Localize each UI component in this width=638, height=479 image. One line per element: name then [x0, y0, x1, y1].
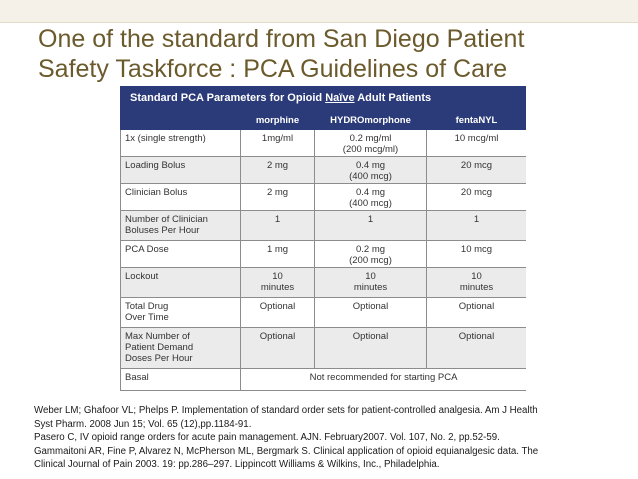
cell-hydromorphone: 0.4 mg (400 mcg) — [315, 157, 427, 184]
table-row — [121, 298, 527, 328]
table-row — [121, 268, 527, 298]
table-row — [121, 184, 527, 211]
cell-hydromorphone: Optional — [315, 328, 427, 369]
reference-line: Weber LM; Ghafoor VL; Phelps P. Implementation of standard order sets for patient-controlled analgesia. Am J Health — [34, 405, 538, 416]
pca-parameters-table — [120, 110, 526, 391]
basal-note: Not recommended for starting PCA — [241, 369, 527, 391]
cell-fentanyl: 20 mcg — [427, 184, 527, 211]
cell-hydromorphone: Optional — [315, 298, 427, 328]
header-morphine: morphine — [241, 111, 315, 130]
table-row — [121, 241, 527, 268]
table-row-basal — [121, 369, 527, 391]
row-label: PCA Dose — [121, 241, 241, 268]
cell-fentanyl: 1 — [427, 211, 527, 241]
table-caption-prefix: Standard PCA Parameters for Opioid — [130, 92, 326, 104]
reference-line: Pasero C, IV opioid range orders for acute pain management. AJN. February2007. Vol. 107, No. 2, pp.52-59. — [34, 432, 500, 444]
cell-hydromorphone: 1 — [315, 211, 427, 241]
slide-title-line-2: Safety Taskforce : PCA Guidelines of Care — [38, 55, 508, 83]
cell-morphine: Optional — [241, 328, 315, 369]
row-label: Lockout — [121, 268, 241, 298]
table-caption — [120, 86, 526, 110]
header-fentanyl: fentaNYL — [427, 111, 527, 130]
header-hydromorphone: HYDROmorphone — [315, 111, 427, 130]
row-label: Clinician Bolus — [121, 184, 241, 211]
cell-fentanyl: Optional — [427, 328, 527, 369]
row-label: Number of Clinician Boluses Per Hour — [121, 211, 241, 241]
cell-hydromorphone: 0.2 mg (200 mcg) — [315, 241, 427, 268]
reference-line: Clinical Journal of Pain 2003. 19: pp.286–297. Lippincott Williams & Wilkins, Inc., Philadelphia. — [34, 459, 440, 471]
table-row — [121, 157, 527, 184]
cell-morphine: Optional — [241, 298, 315, 328]
header-blank — [121, 111, 241, 130]
top-band — [0, 0, 638, 23]
table-row — [121, 130, 527, 157]
slide-title-line-1: One of the standard from San Diego Patient — [38, 25, 525, 53]
cell-morphine: 10 minutes — [241, 268, 315, 298]
cell-morphine: 1mg/ml — [241, 130, 315, 157]
cell-morphine: 2 mg — [241, 184, 315, 211]
cell-hydromorphone: 0.2 mg/ml (200 mcg/ml) — [315, 130, 427, 157]
cell-hydromorphone: 0.4 mg (400 mcg) — [315, 184, 427, 211]
reference-line: Gammaitoni AR, Fine P, Alvarez N, McPherson ML, Bergmark S. Clinical application of opioid equianalgesic data. The — [34, 445, 539, 457]
reference-line: Syst Pharm. 2008 Jun 15; Vol. 65 (12),pp.1184-91. — [34, 418, 252, 430]
row-label: 1x (single strength) — [121, 130, 241, 157]
cell-hydromorphone: 10 minutes — [315, 268, 427, 298]
pca-table-figure — [120, 86, 526, 404]
row-label: Loading Bolus — [121, 157, 241, 184]
table-header-row — [121, 111, 527, 130]
table-caption-suffix: Adult Patients — [354, 92, 432, 104]
references — [34, 404, 630, 472]
table-caption-naive: Naïve — [325, 92, 355, 104]
cell-fentanyl: 10 mcg — [427, 241, 527, 268]
cell-fentanyl: 10 minutes — [427, 268, 527, 298]
cell-fentanyl: Optional — [427, 298, 527, 328]
table-row — [121, 211, 527, 241]
slide-title — [38, 24, 618, 84]
cell-morphine: 1 mg — [241, 241, 315, 268]
cell-fentanyl: 10 mcg/ml — [427, 130, 527, 157]
table-body — [121, 130, 527, 391]
cell-fentanyl: 20 mcg — [427, 157, 527, 184]
row-label: Basal — [121, 369, 241, 391]
row-label: Total Drug Over Time — [121, 298, 241, 328]
cell-morphine: 1 — [241, 211, 315, 241]
table-row — [121, 328, 527, 369]
cell-morphine: 2 mg — [241, 157, 315, 184]
row-label: Max Number of Patient Demand Doses Per Hour — [121, 328, 241, 369]
